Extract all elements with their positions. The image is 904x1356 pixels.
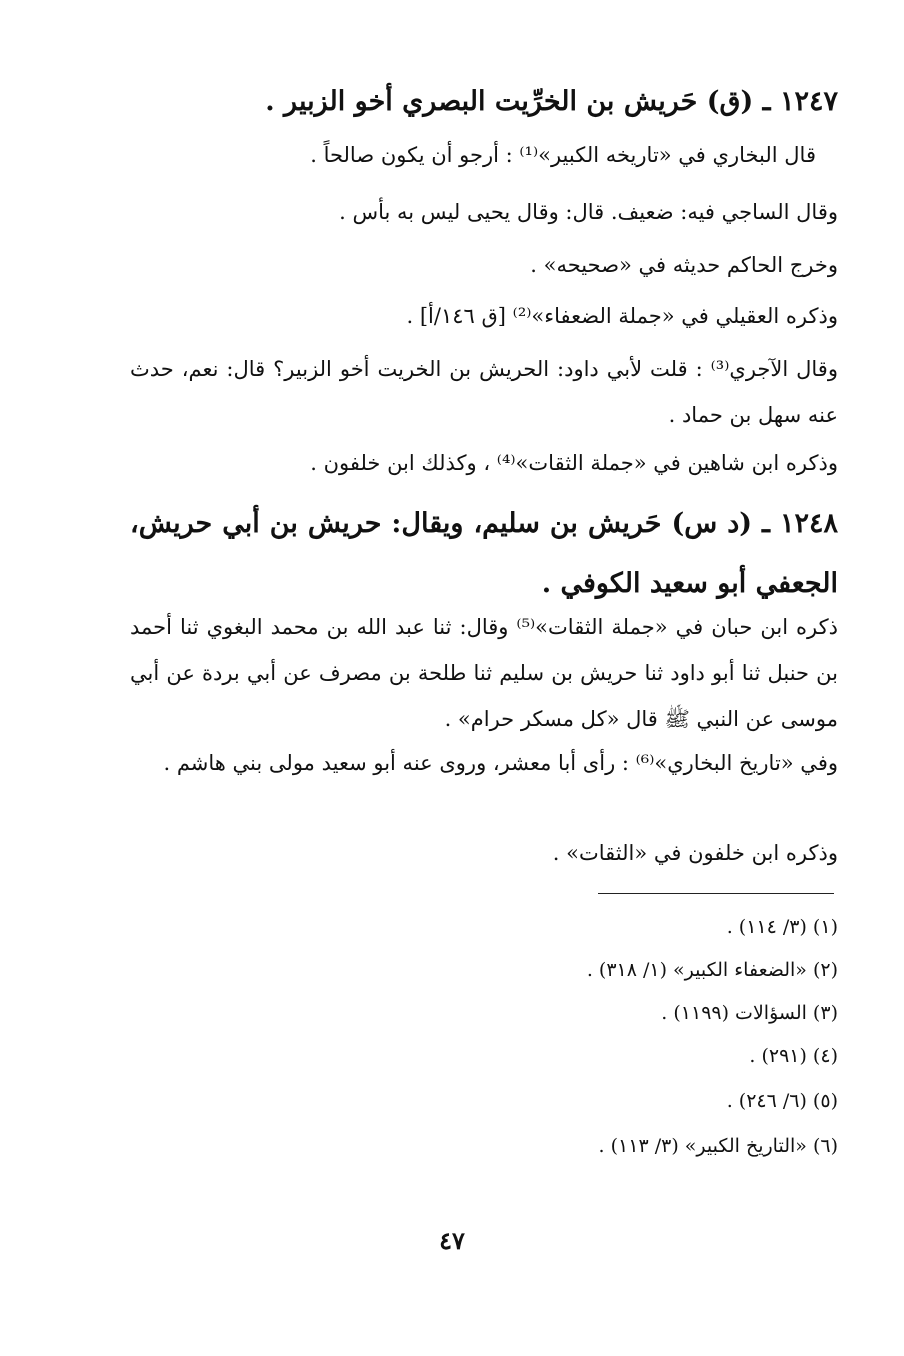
footnote-separator <box>598 893 834 894</box>
entry-1247-line-4: وذكره العقيلي في «جملة الضعفاء»⁽²⁾ [ق ١٤٦/أ] . <box>406 304 838 328</box>
footnote-2: (٢) «الضعفاء الكبير» (١/ ٣١٨) . <box>586 959 838 981</box>
entry-1247-line-1: قال البخاري في «تاريخه الكبير»⁽¹⁾ : أرجو أن يكون صالحاً . <box>310 143 816 167</box>
entry-1247-line-5: وقال الآجري⁽³⁾ : قلت لأبي داود: الحريش بن الخريت أخو الزبير؟ قال: نعم، حدث عنه سهل بن حماد . <box>130 357 838 427</box>
entry-1247-title: ١٢٤٧ ـ (ق) حَريش بن الخرِّيت البصري أخو الزبير . <box>265 86 838 117</box>
entry-1248-title: ١٢٤٨ ـ (د س) حَريش بن سليم، ويقال: حريش بن أبي حريش، الجعفي أبو سعيد الكوفي . <box>130 508 838 599</box>
footnote-1: (١) (٣/ ١١٤) . <box>726 916 838 938</box>
entry-1247-line-2: وقال الساجي فيه: ضعيف. قال: وقال يحيى ليس به بأس . <box>339 200 838 224</box>
entry-1247-line-3: وخرج الحاكم حديثه في «صحيحه» . <box>530 253 838 277</box>
footnote-3: (٣) السؤالات (١١٩٩) . <box>661 1002 838 1024</box>
entry-1247-line-6: وذكره ابن شاهين في «جملة الثقات»⁽⁴⁾ ، وكذلك ابن خلفون . <box>310 451 838 475</box>
page-number: ٤٧ <box>439 1226 465 1255</box>
entry-1248-line-3: وذكره ابن خلفون في «الثقات» . <box>552 841 838 865</box>
entry-1248-line-1: ذكره ابن حبان في «جملة الثقات»⁽⁵⁾ وقال: ثنا عبد الله بن محمد البغوي ثنا أحمد بن حنبل ثنا أبو داود ثنا حريش بن سليم ثنا طلحة بن مصرف عن أبي بردة عن أبي موسى عن النبي ﷺ قال «كل مسكر حرام» . <box>130 615 838 731</box>
footnote-4: (٤) (٢٩١) . <box>749 1045 838 1067</box>
entry-1248-line-2: وفي «تاريخ البخاري»⁽⁶⁾ : رأى أبا معشر، وروى عنه أبو سعيد مولى بني هاشم . <box>163 751 838 775</box>
footnote-5: (٥) (٦/ ٢٤٦) . <box>726 1090 838 1112</box>
footnote-6: (٦) «التاريخ الكبير» (٣/ ١١٣) . <box>598 1135 838 1157</box>
